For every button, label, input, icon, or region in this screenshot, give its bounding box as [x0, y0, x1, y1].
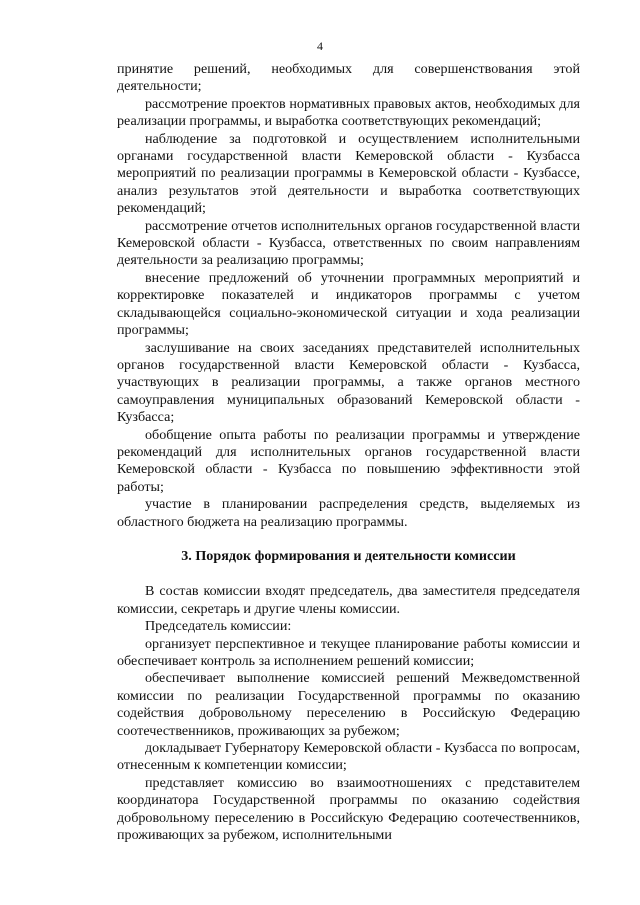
list-item: рассмотрение проектов нормативных правовых актов, необходимых для реализации программы, и выработка соответствующих рекомендаций;	[117, 95, 580, 130]
paragraph: Председатель комиссии:	[145, 618, 292, 635]
section-2-continuation	[117, 61, 580, 531]
list-item: заслушивание на своих заседаниях представителей исполнительных органов государственной власти Кемеровской области - Кузбасса, участвующих в реализации программы, а также органов местного самоуправления муниципальных образований Кемеровской области - Кузбасса;	[117, 339, 580, 426]
section-heading: 3. Порядок формирования и деятельности комиссии	[181, 547, 516, 564]
list-item: докладывает Губернатору Кемеровской области - Кузбасса по вопросам, отнесенным к компетенции комиссии;	[117, 740, 580, 774]
page-number: 4	[317, 39, 323, 53]
list-item: рассмотрение отчетов исполнительных органов государственной власти Кемеровской области - Кузбасса, ответственных по своим направлениям деятельности за реализацию программы;	[117, 217, 580, 269]
list-item: наблюдение за подготовкой и осуществлением исполнительными органами государственной власти Кемеровской области - Кузбасса мероприятий по реализации программы в Кемеровской области - Кузбассе, анализ результатов этой деятельности и выработка соответствующих рекомендаций;	[117, 130, 580, 217]
document-body	[117, 61, 580, 844]
paragraph: В состав комиссии входят председатель, два заместителя председателя комиссии, секретарь и другие члены комиссии.	[117, 583, 580, 617]
list-item: обеспечивает выполнение комиссией решений Межведомственной комиссии по реализации Государственной программы по оказанию содействия добровольному переселению в Российскую Федерацию соотечественников, проживающих за рубежом;	[117, 670, 580, 739]
list-item: участие в планировании распределения средств, выделяемых из областного бюджета на реализацию программы.	[117, 496, 580, 530]
section-3-body	[117, 583, 580, 844]
list-item: представляет комиссию во взаимоотношениях с представителем координатора Государственной программы по оказанию содействия добровольному переселению в Российскую Федерацию соотечественников, проживающих за рубежом, исполнительными	[117, 774, 580, 844]
list-item: организует перспективное и текущее планирование работы комиссии и обеспечивает контроль за исполнением решений комиссии;	[117, 635, 580, 669]
list-item: принятие решений, необходимых для совершенствования этой деятельности;	[117, 61, 580, 95]
list-item: обобщение опыта работы по реализации программы и утверждение рекомендаций для исполнительных органов государственной власти Кемеровской области - Кузбасса по повышению эффективности этой работы;	[117, 426, 580, 495]
list-item: внесение предложений об уточнении программных мероприятий и корректировке показателей и индикаторов программы с учетом складывающейся социально-экономической ситуации и хода реализации программы;	[117, 269, 580, 339]
